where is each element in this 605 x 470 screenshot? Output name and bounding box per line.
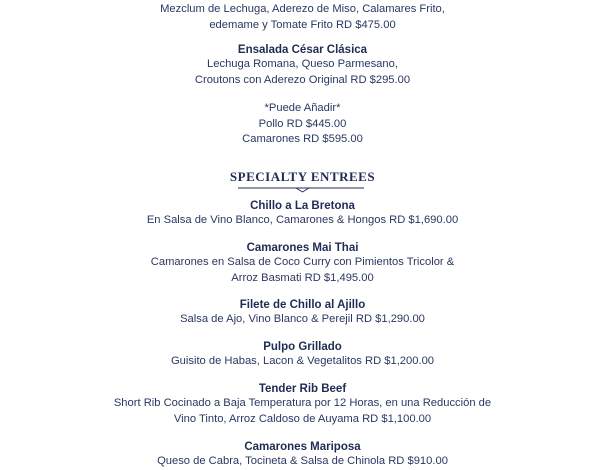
entree-description-line: Short Rib Cocinado a Baja Temperatura por 12 Horas, en una Reducción de	[113, 397, 492, 409]
entree-description-line: En Salsa de Vino Blanco, Camarones & Hongos RD $1,690.00	[146, 214, 459, 226]
entree-description-line: Salsa de Ajo, Vino Blanco & Perejil RD $1,290.00	[180, 313, 425, 325]
section-title: SPECIALTY ENTREES	[229, 169, 376, 184]
entree-name: Tender Rib Beef	[258, 383, 347, 395]
entree-item	[0, 199, 605, 229]
entree-name: Camarones Mariposa	[244, 441, 361, 453]
addons-block	[0, 101, 605, 148]
entree-description-line: Arroz Basmati RD $1,495.00	[231, 271, 374, 284]
section-heading	[0, 169, 605, 193]
salad-item	[0, 43, 605, 88]
section-divider	[0, 185, 605, 193]
salad-description-line: Mezclum de Lechuga, Aderezo de Miso, Calamares Frito,	[160, 3, 445, 15]
salad-item	[0, 2, 605, 33]
entree-description-line: Camarones en Salsa de Coco Curry con Pimientos Tricolor &	[150, 256, 455, 268]
entree-item	[0, 241, 605, 286]
entree-item	[0, 298, 605, 328]
addons-title: *Puede Añadir*	[264, 102, 341, 114]
addon-item: Camarones RD $595.00	[242, 133, 363, 145]
salad-description-line: Croutons con Aderezo Original RD $295.00	[194, 73, 411, 86]
entree-description-line: Vino Tinto, Arroz Caldoso de Auyama RD $1,100.00	[173, 412, 432, 425]
entree-item	[0, 440, 605, 470]
entree-name: Pulpo Grillado	[263, 341, 342, 353]
salad-description-line: Lechuga Romana, Queso Parmesano,	[207, 58, 398, 70]
entree-name: Chillo a La Bretona	[250, 200, 355, 212]
salad-name: Ensalada César Clásica	[237, 44, 368, 56]
salad-description-line: edemame y Tomate Frito RD $475.00	[209, 18, 396, 31]
entree-description-line: Queso de Cabra, Tocineta & Salsa de Chinola RD $910.00	[157, 455, 448, 467]
entree-description-line: Guisito de Habas, Lacon & Vegetalitos RD $1,200.00	[170, 355, 435, 367]
entree-item	[0, 382, 605, 427]
entree-item	[0, 340, 605, 370]
addon-item: Pollo RD $445.00	[258, 117, 347, 130]
entree-name: Camarones Mai Thai	[246, 242, 359, 254]
entree-name: Filete de Chillo al Ajillo	[239, 299, 366, 311]
